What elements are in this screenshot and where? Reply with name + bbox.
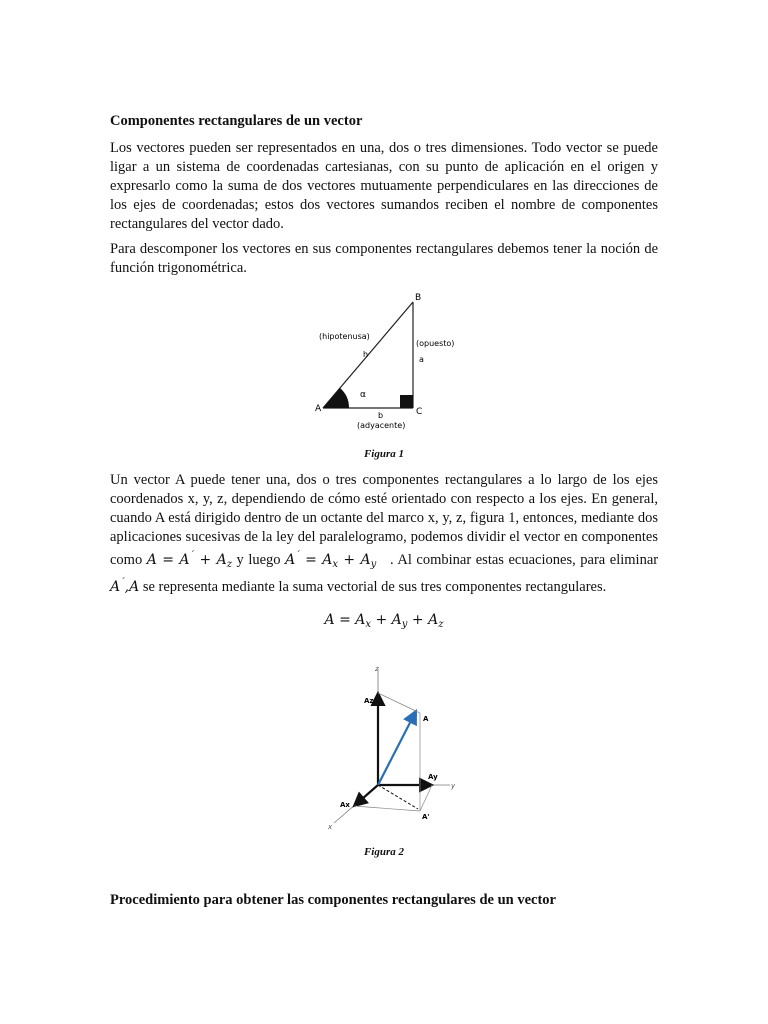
section-heading-components: Componentes rectangulares de un vector xyxy=(110,113,363,129)
right-angle-marker xyxy=(400,395,413,408)
alpha-label: α xyxy=(360,390,366,400)
z-axis-label: z xyxy=(375,665,379,673)
a-label: a xyxy=(419,355,424,364)
figure-2-vector-3d xyxy=(312,663,458,835)
opposite-label: (opuesto) xyxy=(416,339,455,348)
a-prime-dashed xyxy=(378,785,418,809)
figure-1-caption: Figura 1 xyxy=(363,448,405,460)
section-heading-procedure: Procedimiento para obtener las componentes rectangulares de un vector xyxy=(110,892,556,908)
figure-2-caption: Figura 2 xyxy=(363,846,405,858)
eliminate-term: A´,A xyxy=(110,578,140,595)
vector-a-arrow xyxy=(378,711,416,785)
h-label: h xyxy=(363,350,369,359)
adjacent-label: (adyacente) xyxy=(357,421,406,430)
vertex-c-label: C xyxy=(416,407,423,417)
vertex-b-label: B xyxy=(415,293,422,303)
ax-label: Ax xyxy=(340,801,350,809)
equation-a-inline: $A = A^´ + A_z$ xyxy=(146,551,232,570)
x-axis-label: x xyxy=(328,823,333,831)
guide-x xyxy=(354,806,420,811)
b-label: b xyxy=(378,411,384,420)
a-label: A xyxy=(423,715,429,723)
figure-1-triangle xyxy=(305,288,475,436)
y-axis-label: y xyxy=(451,782,456,790)
angle-alpha-marker xyxy=(323,388,349,408)
equation-aprime-inline: $A^´ = A_x + A_y$ xyxy=(285,551,377,570)
hypotenuse-label: (hipotenusa) xyxy=(319,332,370,341)
ay-label: Ay xyxy=(428,773,438,781)
display-equation: $A = A_x + A_y + A_z$ xyxy=(324,612,444,630)
guide-y xyxy=(420,785,432,811)
guide-top xyxy=(378,693,420,713)
paragraph-components: Un vector A puede tener una, dos o tres componentes rectangulares a lo largo de los ejes coordenados x, y, z, dependiendo de cómo esté orientado con respecto a los ejes. En general, cuando A está dirigido dentro de un octante del marco x, y, z, figura 1, entonces, mediante dos aplicaciones sucesivas de la ley del paralelogramo, podemos dividir el vector en componentes como $A = A^´ + A_z$ y luego $A^´ = A_x + A_y$ . Al combinar estas ecuaciones, para eliminar A´,A se representa mediante la suma vectorial de sus tres componentes rectangulares. xyxy=(110,472,659,595)
document-page xyxy=(110,0,658,1024)
paragraph-trig: Para descomponer los vectores en sus componentes rectangulares debemos tener la noción de función trigonométrica. xyxy=(110,241,658,276)
a-prime-label: A' xyxy=(422,813,430,821)
az-label: Az xyxy=(364,697,374,705)
paragraph-intro: Los vectores pueden ser representados en una, dos o tres dimensiones. Todo vector se puede ligar a un sistema de coordenadas cartesianas, con su punto de aplicación en el origen y expresarlo como la suma de dos vectores mutuamente perpendiculares en las direcciones de los ejes de coordenadas; estos dos vectores sumandos reciben el nombre de componentes rectangulares del vector dado. xyxy=(110,140,658,232)
vertex-a-label: A xyxy=(315,404,322,414)
ax-component-arrow xyxy=(354,785,378,806)
